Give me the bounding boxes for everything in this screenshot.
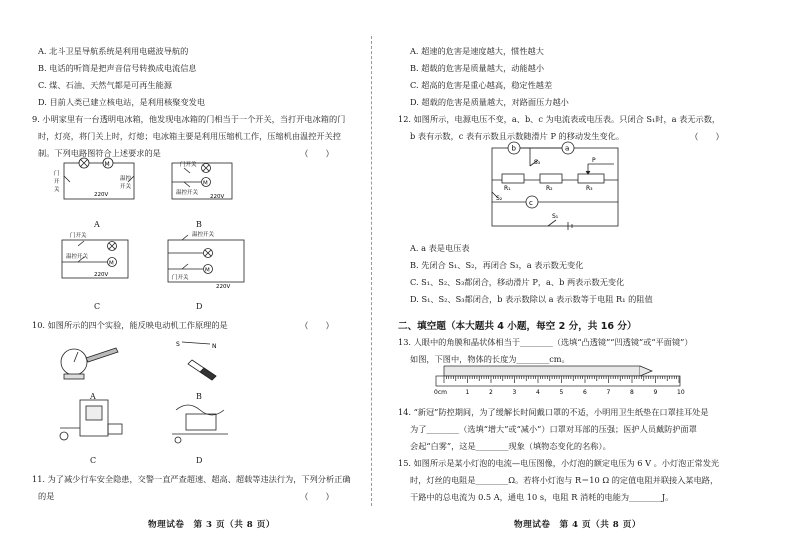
svg-text:220V: 220V: [94, 192, 109, 198]
q8-option-b: B. 电话的听筒是把声音信号转换成电流信息: [38, 63, 197, 73]
svg-text:门: 门: [54, 171, 60, 177]
right-page-footer: 物理试卷 第 4 页（共 8 页）: [514, 520, 641, 530]
q9-text-1: 9. 小明家里有一台透明电冰箱，他发现电冰箱的门相当于一个开关，当打开电冰箱的门: [32, 114, 346, 124]
q12-option-d: D. S₁、S₂、S₃都闭合，b 表示数除以 a 表示数等于电阻 R₁ 的阻值: [410, 294, 653, 304]
page-divider: [371, 36, 372, 506]
q12-meter-a: a: [565, 144, 570, 153]
q12-option-c: C. S₁、S₂、S₃都闭合，移动滑片 P，a、b 两表示数无变化: [410, 277, 625, 287]
q12-text-2: b 表有示数，c 表有示数且示数随滑片 P 的移动发生变化。: [410, 131, 625, 141]
q12-answer-paren: （ ）: [690, 133, 725, 143]
ruler-tick-label: 7: [606, 389, 611, 396]
q10-figure-c: [56, 398, 136, 448]
q14-text-2: 为了________（选填“增大”或“减小”）口罩对耳部的压强；医护人员戴防护面罩: [410, 424, 697, 434]
q9-circuit-c: [56, 232, 141, 287]
svg-text:M: M: [109, 260, 114, 267]
q11-option-b: B. 超载的危害是质量越大，动能越小: [410, 63, 545, 73]
ruler-tick-label: 10: [677, 389, 685, 396]
ruler-tick-label: 9: [653, 389, 658, 396]
q9-circuit-d: [162, 228, 252, 290]
q11-answer-paren: （ ）: [300, 493, 335, 503]
svg-text:开: 开: [54, 179, 60, 185]
left-page-footer: 物理试卷 第 3 页（共 8 页）: [148, 520, 275, 530]
ruler-tick-label: 1: [465, 389, 470, 396]
q15-text-3: 干路中的总电流为 0.5 A，通电 10 s，电阻 R 消耗的电能为________J。: [410, 492, 674, 502]
q9-circuit-b: [166, 158, 246, 208]
q14-text-1: 14. “新冠”防控期间，为了缓解长时间戴口罩的不适，小明用卫生纸垫在口罩挂耳处是: [398, 407, 709, 417]
svg-text:门开关: 门开关: [172, 275, 189, 281]
q8-option-c: C. 煤、石油、天然气都是可再生能源: [38, 80, 172, 90]
ruler-tick-label: 8: [630, 389, 634, 396]
svg-text:220V: 220V: [216, 284, 231, 290]
svg-text:220V: 220V: [210, 194, 225, 200]
svg-text:门开关: 门开关: [70, 233, 87, 239]
q13-text-1: 13. 人眼中的角膜和晶状体相当于________（选填“凸透镜”“凹透镜”或“平面镜”）: [398, 337, 693, 347]
svg-text:温控开关: 温控开关: [192, 232, 215, 238]
q12-meter-c: c: [529, 199, 533, 207]
svg-text:M: M: [205, 267, 210, 274]
q12-s1: S₁: [552, 213, 559, 220]
q10-text-1: 10. 如图所示的四个实验，能反映电动机工作原理的是: [32, 320, 228, 330]
q9-text-3: 制。下列电路图符合上述要求的是: [38, 148, 161, 158]
q10-label-b: B: [196, 392, 202, 401]
q10-figure-b: [170, 338, 230, 383]
q9-label-a: A: [94, 220, 100, 229]
q12-s3: S₃: [534, 159, 541, 166]
svg-text:开关: 开关: [120, 184, 132, 190]
q10-label-a: A: [90, 392, 96, 401]
q10-answer-paren: （ ）: [300, 322, 335, 332]
ruler-tick-label: 3: [512, 389, 517, 396]
q10-figure-d: [168, 398, 238, 448]
q12-slider-p: P: [592, 157, 596, 164]
q9-answer-paren: （ ）: [300, 150, 335, 160]
q11-text-2: 的是: [38, 491, 55, 501]
q10-label-d: D: [196, 456, 203, 465]
q12-s2: S₂: [496, 195, 503, 202]
svg-text:门开关: 门开关: [180, 162, 197, 168]
q12-circuit: [482, 140, 622, 238]
q10-figure-a: [56, 340, 126, 385]
ruler-tick-label: 4: [536, 389, 540, 396]
q13-ruler-figure: [434, 366, 684, 398]
ruler-unit-label: 0cm: [434, 389, 447, 396]
q9-label-b: B: [196, 220, 202, 229]
q12-text-1: 12. 如图所示，电源电压不变，a、b、c 为电流表或电压表。只闭合 S₁时，a 表无示数，: [398, 114, 721, 124]
q15-text-2: 时，灯丝的电阻是________Ω。若将小灯泡与 R＝10 Ω 的定值电阻并联接入某电路，: [410, 475, 719, 485]
q8-option-d: D. 目前人类已建立核电站，是利用核聚变发电: [38, 97, 206, 107]
left-page: [0, 0, 392, 560]
q13-text-2: 如图，下图中，物体的长度为________cm。: [410, 354, 570, 364]
q11-text-1: 11. 为了减少行车安全隐患，交警一直严查超速、超高、超载等违法行为，下列分析正确: [32, 474, 351, 484]
q12-r3: R₃: [586, 185, 593, 192]
svg-text:M: M: [104, 161, 110, 168]
section-fill-in-title: 二、填空题（本大题共 4 小题，每空 2 分，共 16 分）: [398, 321, 637, 332]
q12-meter-b: b: [511, 144, 516, 153]
right-page: [398, 0, 794, 560]
q15-text-1: 15. 如图所示是某小灯泡的电流—电压图像，小灯泡的额定电压为 6 V 。小灯泡正常发光: [398, 458, 720, 468]
ruler-tick-label: 5: [559, 389, 564, 396]
q8-option-a: A. 北斗卫星导航系统是利用电磁波导航的: [38, 46, 189, 56]
svg-text:温控: 温控: [120, 176, 132, 182]
q9-label-c: C: [94, 302, 101, 311]
q11-option-d: D. 超载的危害是质量越大，对路面压力越小: [410, 97, 569, 107]
q12-option-a: A. a 表是电压表: [410, 243, 470, 253]
q12-r1: R₁: [504, 185, 511, 192]
q10-label-c: C: [90, 456, 97, 465]
q10-magnet-s: S: [176, 341, 180, 348]
q12-option-b: B. 先闭合 S₁、S₂，再闭合 S₃，a 表示数无变化: [410, 260, 584, 270]
q11-option-a: A. 超速的危害是速度越大，惯性越大: [410, 46, 544, 56]
q14-text-3: 会起“白雾”，这是________现象（填物态变化的名称）。: [410, 441, 611, 451]
q9-label-d: D: [196, 302, 203, 311]
q12-r2: R₂: [546, 185, 553, 192]
svg-text:220V: 220V: [94, 272, 109, 278]
q9-circuit-a: [56, 158, 141, 208]
q9-text-2: 时，灯亮，将门关上时，灯熄；电冰箱主要是利用压缩机工作，压缩机由温控开关控: [38, 131, 341, 141]
svg-text:温控开关: 温控开关: [176, 190, 199, 196]
ruler-tick-label: 2: [489, 389, 493, 396]
q11-option-c: C. 超高的危害是重心越高，稳定性越差: [410, 80, 553, 90]
svg-text:温控开关: 温控开关: [66, 254, 89, 260]
ruler-tick-label: 6: [583, 389, 587, 396]
q10-magnet-n: N: [212, 343, 217, 350]
svg-text:关: 关: [54, 187, 60, 193]
svg-text:M: M: [203, 180, 208, 187]
